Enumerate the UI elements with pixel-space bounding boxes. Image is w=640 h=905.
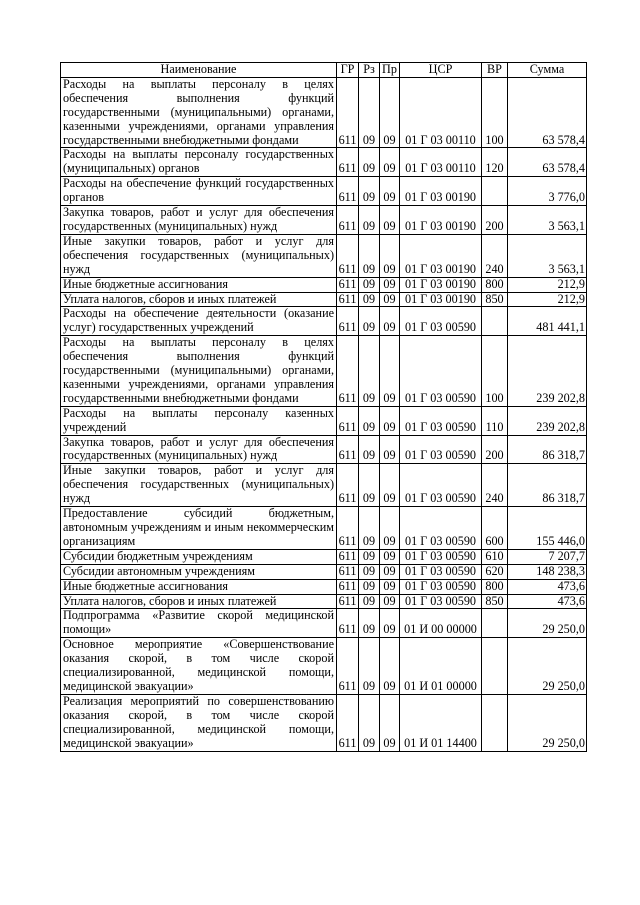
cell-name: Иные закупки товаров, работ и услуг для обеспечения государственных (муниципальных) нужд bbox=[61, 464, 337, 507]
cell-vr: 800 bbox=[482, 579, 508, 594]
cell-sum: 473,6 bbox=[508, 579, 587, 594]
cell-gr: 611 bbox=[337, 594, 359, 609]
cell-sum: 86 318,7 bbox=[508, 435, 587, 464]
cell-csr: 01 Г 03 00110 bbox=[400, 148, 482, 177]
header-name: Наименование bbox=[61, 63, 337, 78]
cell-gr: 611 bbox=[337, 549, 359, 564]
table-row bbox=[61, 292, 587, 307]
cell-pr: 09 bbox=[380, 148, 400, 177]
cell-gr: 611 bbox=[337, 292, 359, 307]
cell-csr: 01 Г 03 00190 bbox=[400, 206, 482, 235]
cell-gr: 611 bbox=[337, 307, 359, 336]
table-row bbox=[61, 594, 587, 609]
header-rz: Рз bbox=[359, 63, 380, 78]
table-row bbox=[61, 694, 587, 751]
cell-rz: 09 bbox=[359, 277, 380, 292]
cell-sum: 155 446,0 bbox=[508, 507, 587, 550]
cell-gr: 611 bbox=[337, 507, 359, 550]
cell-gr: 611 bbox=[337, 277, 359, 292]
cell-vr bbox=[482, 694, 508, 751]
cell-csr: 01 И 01 14400 bbox=[400, 694, 482, 751]
header-csr: ЦСР bbox=[400, 63, 482, 78]
cell-csr: 01 И 01 00000 bbox=[400, 638, 482, 695]
cell-pr: 09 bbox=[380, 206, 400, 235]
cell-vr: 850 bbox=[482, 594, 508, 609]
table-row bbox=[61, 549, 587, 564]
cell-sum: 481 441,1 bbox=[508, 307, 587, 336]
cell-sum: 29 250,0 bbox=[508, 638, 587, 695]
cell-name: Иные закупки товаров, работ и услуг для обеспечения государственных (муниципальных) нужд bbox=[61, 234, 337, 277]
cell-pr: 09 bbox=[380, 406, 400, 435]
header-pr: Пр bbox=[380, 63, 400, 78]
cell-csr: 01 Г 03 00190 bbox=[400, 177, 482, 206]
cell-csr: 01 Г 03 00590 bbox=[400, 549, 482, 564]
cell-name: Основное мероприятие «Совершенствование оказания скорой, в том числе скорой специализированной, медицинской помощи, медицинской эвакуации» bbox=[61, 638, 337, 695]
cell-csr: 01 Г 03 00590 bbox=[400, 336, 482, 407]
cell-name: Предоставление субсидий бюджетным, автономным учреждениям и иным некоммерческим организациям bbox=[61, 507, 337, 550]
cell-vr: 600 bbox=[482, 507, 508, 550]
table-row bbox=[61, 206, 587, 235]
cell-rz: 09 bbox=[359, 564, 380, 579]
cell-sum: 239 202,8 bbox=[508, 406, 587, 435]
cell-rz: 09 bbox=[359, 406, 380, 435]
table-row bbox=[61, 148, 587, 177]
cell-csr: 01 И 00 00000 bbox=[400, 609, 482, 638]
cell-pr: 09 bbox=[380, 177, 400, 206]
cell-pr: 09 bbox=[380, 579, 400, 594]
cell-name: Иные бюджетные ассигнования bbox=[61, 277, 337, 292]
cell-gr: 611 bbox=[337, 579, 359, 594]
cell-vr: 200 bbox=[482, 206, 508, 235]
cell-csr: 01 Г 03 00590 bbox=[400, 507, 482, 550]
cell-csr: 01 Г 03 00590 bbox=[400, 435, 482, 464]
cell-vr: 100 bbox=[482, 336, 508, 407]
table-row bbox=[61, 507, 587, 550]
cell-rz: 09 bbox=[359, 234, 380, 277]
cell-pr: 09 bbox=[380, 277, 400, 292]
cell-gr: 611 bbox=[337, 435, 359, 464]
cell-csr: 01 Г 03 00190 bbox=[400, 234, 482, 277]
cell-csr: 01 Г 03 00190 bbox=[400, 277, 482, 292]
cell-gr: 611 bbox=[337, 464, 359, 507]
cell-pr: 09 bbox=[380, 234, 400, 277]
cell-rz: 09 bbox=[359, 507, 380, 550]
cell-pr: 09 bbox=[380, 292, 400, 307]
cell-name: Расходы на обеспечение деятельности (оказание услуг) государственных учреждений bbox=[61, 307, 337, 336]
cell-name: Подпрограмма «Развитие скорой медицинской помощи» bbox=[61, 609, 337, 638]
cell-name: Расходы на выплаты персоналу государственных (муниципальных) органов bbox=[61, 148, 337, 177]
cell-sum: 86 318,7 bbox=[508, 464, 587, 507]
table-row bbox=[61, 177, 587, 206]
cell-csr: 01 Г 03 00590 bbox=[400, 564, 482, 579]
cell-rz: 09 bbox=[359, 464, 380, 507]
cell-csr: 01 Г 03 00590 bbox=[400, 307, 482, 336]
cell-name: Расходы на выплаты персоналу в целях обеспечения выполнения функций государственными (муниципальными) органами, казенными учреждениями, органами управления государственными внебюджетными фондами bbox=[61, 77, 337, 148]
cell-pr: 09 bbox=[380, 336, 400, 407]
cell-vr: 800 bbox=[482, 277, 508, 292]
cell-gr: 611 bbox=[337, 638, 359, 695]
cell-vr: 200 bbox=[482, 435, 508, 464]
cell-rz: 09 bbox=[359, 77, 380, 148]
table-row bbox=[61, 336, 587, 407]
cell-csr: 01 Г 03 00110 bbox=[400, 77, 482, 148]
cell-gr: 611 bbox=[337, 694, 359, 751]
cell-pr: 09 bbox=[380, 435, 400, 464]
cell-name: Расходы на выплаты персоналу в целях обеспечения выполнения функций государственными (муниципальными) органами, казенными учреждениями, органами управления государственными внебюджетными фондами bbox=[61, 336, 337, 407]
cell-pr: 09 bbox=[380, 507, 400, 550]
cell-name: Иные бюджетные ассигнования bbox=[61, 579, 337, 594]
cell-rz: 09 bbox=[359, 148, 380, 177]
cell-pr: 09 bbox=[380, 638, 400, 695]
cell-sum: 239 202,8 bbox=[508, 336, 587, 407]
cell-pr: 09 bbox=[380, 549, 400, 564]
cell-gr: 611 bbox=[337, 609, 359, 638]
cell-sum: 473,6 bbox=[508, 594, 587, 609]
cell-csr: 01 Г 03 00590 bbox=[400, 594, 482, 609]
cell-pr: 09 bbox=[380, 564, 400, 579]
cell-vr: 110 bbox=[482, 406, 508, 435]
cell-sum: 3 563,1 bbox=[508, 234, 587, 277]
table-row bbox=[61, 638, 587, 695]
cell-rz: 09 bbox=[359, 292, 380, 307]
cell-vr: 100 bbox=[482, 77, 508, 148]
cell-rz: 09 bbox=[359, 206, 380, 235]
cell-gr: 611 bbox=[337, 148, 359, 177]
cell-rz: 09 bbox=[359, 694, 380, 751]
cell-vr bbox=[482, 307, 508, 336]
cell-rz: 09 bbox=[359, 549, 380, 564]
cell-sum: 29 250,0 bbox=[508, 694, 587, 751]
cell-sum: 7 207,7 bbox=[508, 549, 587, 564]
cell-gr: 611 bbox=[337, 336, 359, 407]
cell-name: Закупка товаров, работ и услуг для обеспечения государственных (муниципальных) нужд bbox=[61, 206, 337, 235]
cell-gr: 611 bbox=[337, 406, 359, 435]
cell-pr: 09 bbox=[380, 464, 400, 507]
table-row bbox=[61, 277, 587, 292]
cell-csr: 01 Г 03 00590 bbox=[400, 579, 482, 594]
cell-sum: 63 578,4 bbox=[508, 148, 587, 177]
cell-vr: 240 bbox=[482, 464, 508, 507]
cell-csr: 01 Г 03 00190 bbox=[400, 292, 482, 307]
table-row bbox=[61, 307, 587, 336]
cell-vr: 850 bbox=[482, 292, 508, 307]
table-row bbox=[61, 464, 587, 507]
cell-sum: 212,9 bbox=[508, 277, 587, 292]
cell-rz: 09 bbox=[359, 336, 380, 407]
cell-name: Расходы на выплаты персоналу казенных учреждений bbox=[61, 406, 337, 435]
cell-name: Реализация мероприятий по совершенствованию оказания скорой, в том числе скорой специализированной, медицинской помощи, медицинской эвакуации» bbox=[61, 694, 337, 751]
header-gr: ГР bbox=[337, 63, 359, 78]
cell-sum: 212,9 bbox=[508, 292, 587, 307]
cell-vr: 120 bbox=[482, 148, 508, 177]
cell-name: Субсидии бюджетным учреждениям bbox=[61, 549, 337, 564]
cell-pr: 09 bbox=[380, 77, 400, 148]
cell-rz: 09 bbox=[359, 594, 380, 609]
cell-sum: 3 776,0 bbox=[508, 177, 587, 206]
cell-rz: 09 bbox=[359, 435, 380, 464]
budget-table bbox=[60, 62, 587, 752]
cell-name: Расходы на обеспечение функций государственных органов bbox=[61, 177, 337, 206]
cell-pr: 09 bbox=[380, 694, 400, 751]
table-row bbox=[61, 435, 587, 464]
cell-vr: 610 bbox=[482, 549, 508, 564]
header-vr: ВР bbox=[482, 63, 508, 78]
table-row bbox=[61, 234, 587, 277]
table-row bbox=[61, 406, 587, 435]
cell-rz: 09 bbox=[359, 307, 380, 336]
cell-sum: 3 563,1 bbox=[508, 206, 587, 235]
cell-pr: 09 bbox=[380, 609, 400, 638]
table-header-row bbox=[61, 63, 587, 78]
cell-sum: 63 578,4 bbox=[508, 77, 587, 148]
cell-rz: 09 bbox=[359, 638, 380, 695]
cell-vr bbox=[482, 177, 508, 206]
table-row bbox=[61, 609, 587, 638]
cell-pr: 09 bbox=[380, 594, 400, 609]
cell-gr: 611 bbox=[337, 177, 359, 206]
cell-name: Уплата налогов, сборов и иных платежей bbox=[61, 594, 337, 609]
cell-csr: 01 Г 03 00590 bbox=[400, 464, 482, 507]
table-row bbox=[61, 77, 587, 148]
cell-gr: 611 bbox=[337, 234, 359, 277]
cell-vr: 620 bbox=[482, 564, 508, 579]
cell-sum: 29 250,0 bbox=[508, 609, 587, 638]
cell-name: Закупка товаров, работ и услуг для обеспечения государственных (муниципальных) нужд bbox=[61, 435, 337, 464]
cell-name: Субсидии автономным учреждениям bbox=[61, 564, 337, 579]
cell-sum: 148 238,3 bbox=[508, 564, 587, 579]
cell-name: Уплата налогов, сборов и иных платежей bbox=[61, 292, 337, 307]
cell-rz: 09 bbox=[359, 579, 380, 594]
cell-vr bbox=[482, 609, 508, 638]
table-row bbox=[61, 564, 587, 579]
cell-vr: 240 bbox=[482, 234, 508, 277]
cell-gr: 611 bbox=[337, 206, 359, 235]
cell-gr: 611 bbox=[337, 564, 359, 579]
cell-gr: 611 bbox=[337, 77, 359, 148]
cell-rz: 09 bbox=[359, 177, 380, 206]
table-row bbox=[61, 579, 587, 594]
cell-pr: 09 bbox=[380, 307, 400, 336]
document-page bbox=[60, 62, 587, 752]
header-sum: Сумма bbox=[508, 63, 587, 78]
cell-rz: 09 bbox=[359, 609, 380, 638]
cell-csr: 01 Г 03 00590 bbox=[400, 406, 482, 435]
cell-vr bbox=[482, 638, 508, 695]
